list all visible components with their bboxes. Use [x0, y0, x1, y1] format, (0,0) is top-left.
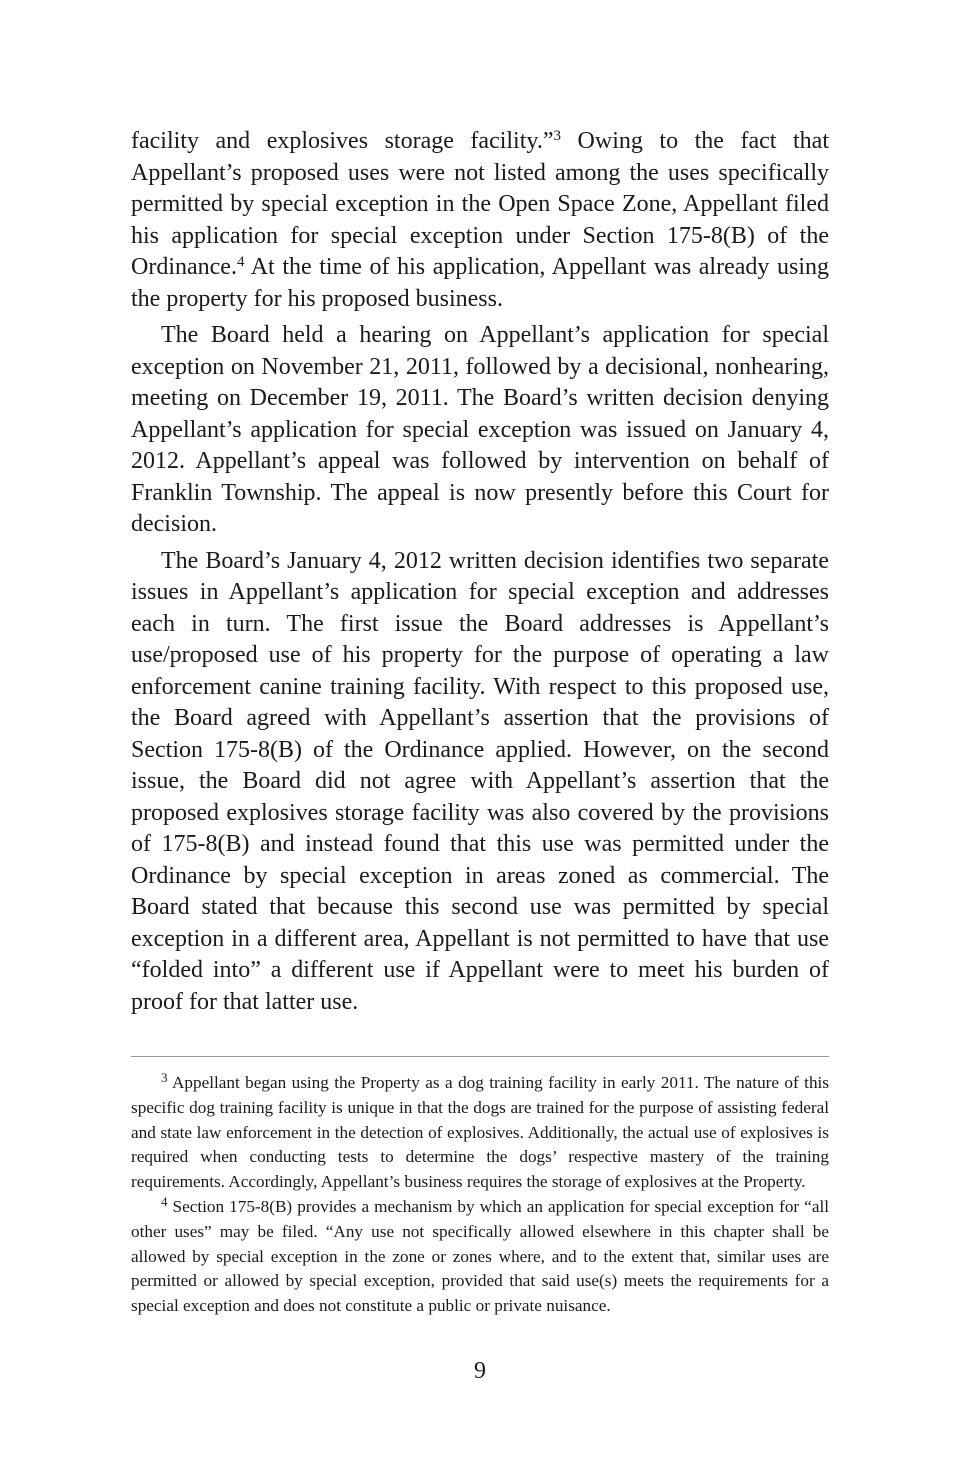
paragraph-2: The Board held a hearing on Appellant’s application for special exception on November 21, 2011, followed by a decisional, nonhearing, meeting on December 19, 2011. The Board’s written decision denying Appellant’s application for special exception was issued on January 4, 2012. Appellant’s appeal was followed by intervention on behalf of Franklin Township. The appeal is now presently before this Court for decision.: [131, 322, 829, 537]
paragraph-1-text-b: Owing to the fact that Appellant’s proposed uses were not listed among the uses specifically permitted by special exception in the Open Space Zone, Appellant filed his application for special exception under Section 175-8(B) of the Ordinance.: [131, 128, 829, 280]
footnote-3-text: Appellant began using the Property as a dog training facility in early 2011. The nature of this specific dog training facility is unique in that the dogs are trained for the purpose of assisting federal and state law enforcement in the detection of explosives. Additionally, the actual use of explosives is required when conducting tests to determine the dogs’ respective mastery of the training requirements. Accordingly, Appellant’s business requires the storage of explosives at the Property.: [131, 1073, 829, 1192]
footnote-3: [131, 1071, 829, 1195]
footnote-3-number: 3: [161, 1070, 168, 1085]
footnote-4-number: 4: [161, 1193, 168, 1209]
paragraph-1-text-c: At the time of his application, Appellant was already using the property for his proposed business.: [131, 254, 829, 312]
footnote-ref-4: 4: [236, 254, 245, 270]
paragraph-3: The Board’s January 4, 2012 written decision identifies two separate issues in Appellant’s application for special exception and addresses each in turn. The first issue the Board addresses is Appellant’s use/proposed use of his property for the purpose of operating a law enforcement canine training facility. With respect to this proposed use, the Board agreed with Appellant’s assertion that the provisions of Section 175-8(B) of the Ordinance applied. However, on the second issue, the Board did not agree with Appellant’s assertion that the proposed explosives storage facility was also covered by the provisions of 175-8(B) and instead found that this use was permitted under the Ordinance by special exception in areas zoned as commercial. The Board stated that because this second use was permitted by special exception in a different area, Appellant is not permitted to have that use “folded into” a different use if Appellant were to meet his burden of proof for that latter use.: [131, 547, 829, 1015]
page-number: 9: [474, 1358, 486, 1384]
footnote-divider: [131, 1056, 829, 1057]
footnote-4-text: Section 175-8(B) provides a mechanism by which an application for special exception for “all other uses” may be filed. “Any use not specifically allowed elsewhere in this chapter shall be allowed by special exception in the zone or zones where, and to the extent that, similar uses are permitted or allowed by special exception, provided that said use(s) meets the requirements for a special exception and does not constitute a public or private nuisance.: [131, 1196, 829, 1316]
paragraph-1: [131, 126, 829, 315]
document-page: [131, 126, 829, 1319]
footnote-4: [131, 1195, 829, 1319]
footnotes: [131, 1071, 829, 1319]
paragraph-1-text-a: facility and explosives storage facility.”: [131, 128, 554, 154]
body-text: [131, 126, 829, 1018]
footnote-ref-3: 3: [553, 128, 561, 144]
